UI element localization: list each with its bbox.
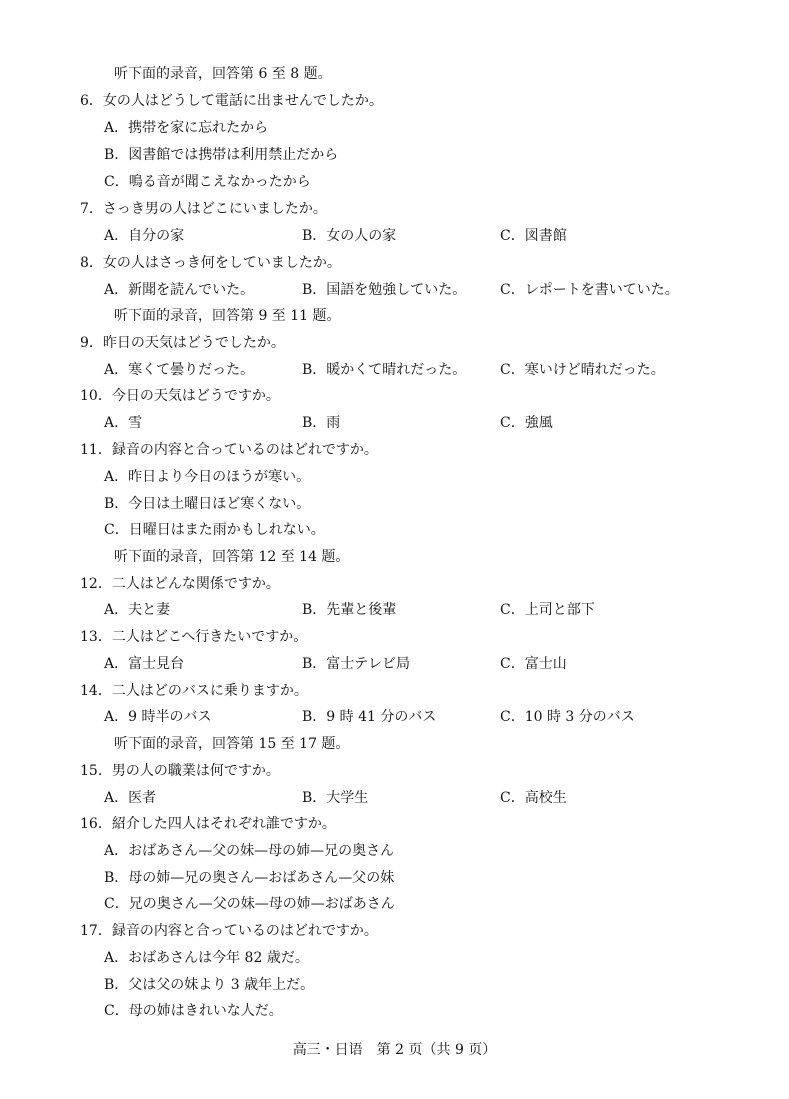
q10-option-b: B．雨 xyxy=(302,415,341,431)
q14-option-c: C．10 時 3 分のバス xyxy=(500,709,635,725)
q13-option-a: A．富士見台 xyxy=(104,656,185,672)
q8-option-a: A．新聞を読んでいた。 xyxy=(104,282,255,298)
question-9: 9．昨日の天気はどうでしたか。 xyxy=(80,335,285,351)
question-7: 7．さっき男の人はどこにいましたか。 xyxy=(80,201,327,217)
question-17: 17．録音の内容と合っているのはどれですか。 xyxy=(80,923,378,939)
q10-option-c: C．強風 xyxy=(500,415,553,431)
q6-option-a: A．携帯を家に忘れたから xyxy=(104,120,269,136)
section-instruction-9-11: 听下面的录音，回答第 9 至 11 题。 xyxy=(114,308,341,324)
q6-option-b: B．図書館では携帯は利用禁止だから xyxy=(104,147,339,163)
question-14: 14．二人はどのバスに乗りますか。 xyxy=(80,683,308,699)
page-footer: 高三・日语 第 2 页（共 9 页） xyxy=(292,1042,497,1058)
q16-option-a: A．おばあさん—父の妹—母の姉—兄の奥さん xyxy=(104,843,395,859)
question-12: 12．二人はどんな関係ですか。 xyxy=(80,576,280,592)
question-6: 6．女の人はどうして電話に出ませんでしたか。 xyxy=(80,93,383,109)
q6-option-c: C．鳴る音が聞こえなかったから xyxy=(104,174,311,190)
q15-option-b: B．大学生 xyxy=(302,790,369,806)
q9-option-a: A．寒くて曇りだった。 xyxy=(104,362,255,378)
q13-option-c: C．富士山 xyxy=(500,656,567,672)
section-instruction-6-8: 听下面的录音，回答第 6 至 8 题。 xyxy=(114,66,332,82)
q17-option-a: A．おばあさんは今年 82 歳だ。 xyxy=(104,950,309,966)
q11-option-b: B．今日は土曜日ほど寒くない。 xyxy=(104,496,311,512)
question-11: 11．録音の内容と合っているのはどれですか。 xyxy=(80,442,378,458)
q11-option-a: A．昨日より今日のほうが寒い。 xyxy=(104,469,311,485)
q16-option-c: C．兄の奥さん—父の妹—母の姉—おばあさん xyxy=(104,896,395,912)
q14-option-a: A．9 時半のバス xyxy=(104,709,212,725)
q15-option-a: A．医者 xyxy=(104,790,157,806)
q13-option-b: B．富士テレビ局 xyxy=(302,656,411,672)
q9-option-b: B．暖かくて晴れだった。 xyxy=(302,362,467,378)
q14-option-b: B．9 時 41 分のバス xyxy=(302,709,437,725)
q17-option-c: C．母の姉はきれいな人だ。 xyxy=(104,1003,283,1019)
q12-option-b: B．先輩と後輩 xyxy=(302,602,397,618)
q7-option-c: C．図書館 xyxy=(500,228,567,244)
q15-option-c: C．高校生 xyxy=(500,790,567,806)
q11-option-c: C．日曜日はまた雨かもしれない。 xyxy=(104,522,325,538)
q17-option-b: B．父は父の妹より 3 歳年上だ。 xyxy=(104,977,315,993)
question-13: 13．二人はどこへ行きたいですか。 xyxy=(80,629,308,645)
section-instruction-12-14: 听下面的录音，回答第 12 至 14 题。 xyxy=(114,549,350,565)
q16-option-b: B．母の姉—兄の奥さん—おばあさん—父の妹 xyxy=(104,870,395,886)
question-10: 10．今日の天気はどうですか。 xyxy=(80,388,280,404)
q12-option-a: A．夫と妻 xyxy=(104,602,171,618)
question-8: 8．女の人はさっき何をしていましたか。 xyxy=(80,255,341,271)
question-15: 15．男の人の職業は何ですか。 xyxy=(80,763,280,779)
q7-option-a: A．自分の家 xyxy=(104,228,185,244)
q8-option-c: C．レポートを書いていた。 xyxy=(500,282,679,298)
q9-option-c: C．寒いけど晴れだった。 xyxy=(500,362,665,378)
q12-option-c: C．上司と部下 xyxy=(500,602,595,618)
q7-option-b: B．女の人の家 xyxy=(302,228,397,244)
section-instruction-15-17: 听下面的录音，回答第 15 至 17 题。 xyxy=(114,736,350,752)
q8-option-b: B．国語を勉強していた。 xyxy=(302,282,467,298)
q10-option-a: A．雪 xyxy=(104,415,143,431)
question-16: 16．紹介した四人はそれぞれ誰ですか。 xyxy=(80,816,336,832)
